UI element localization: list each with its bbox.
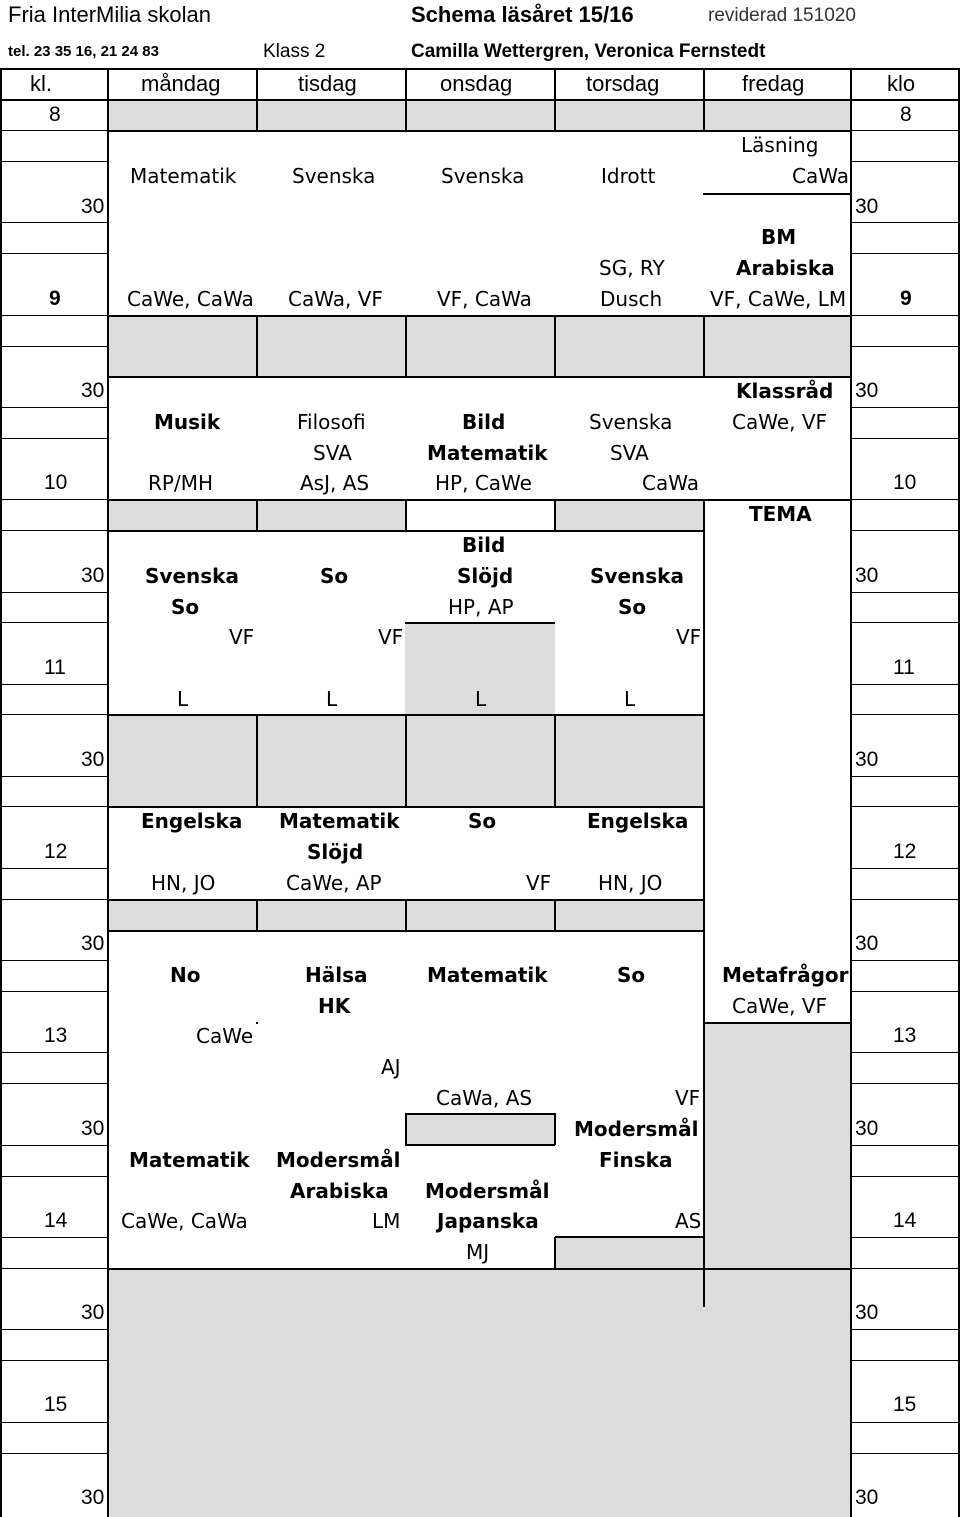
wed-l1-staff: VF, CaWa xyxy=(437,287,532,311)
time-1130: 30 xyxy=(81,748,105,771)
col-header-thursday: torsdag xyxy=(586,71,660,96)
time-1230-right: 30 xyxy=(855,932,879,955)
time-9: 9 xyxy=(49,287,61,310)
time-1330: 30 xyxy=(81,1117,105,1140)
break-fri-afternoon xyxy=(703,1023,850,1269)
time-10-right: 10 xyxy=(893,471,917,494)
tue-l5-subject: Hälsa xyxy=(305,963,368,987)
time-1430-right: 30 xyxy=(855,1301,879,1324)
time-10: 10 xyxy=(44,471,68,494)
thu-l4-staff: HN, JO xyxy=(598,871,663,895)
break-0930 xyxy=(108,317,850,377)
time-9-right: 9 xyxy=(900,287,912,310)
thu-l2-subject: Svenska xyxy=(589,410,673,434)
wed-l4-staff: VF xyxy=(526,871,552,895)
thu-l2-staff: CaWa xyxy=(642,471,699,495)
mon-l4-staff: HN, JO xyxy=(151,871,216,895)
thu-lunch: L xyxy=(624,687,636,711)
time-13: 13 xyxy=(44,1024,68,1047)
wed-lunch: L xyxy=(475,687,487,711)
break-wed-1315 xyxy=(405,1114,555,1145)
time-1130-right: 30 xyxy=(855,748,879,771)
revision-date: reviderad 151020 xyxy=(708,5,856,26)
wed-l6-staff: MJ xyxy=(466,1240,490,1264)
tue-l4-subject: Matematik xyxy=(279,809,400,833)
wed-l2-subject: Bild xyxy=(462,410,506,434)
mon-l6-subject: Matematik xyxy=(129,1148,250,1172)
fri-l3-staff: CaWe, VF xyxy=(732,410,828,434)
mon-l2-staff: RP/MH xyxy=(148,471,213,495)
time-11: 11 xyxy=(44,656,66,679)
fri-l3-subject: Klassråd xyxy=(736,379,834,403)
tue-l5-staff: AJ xyxy=(381,1055,401,1079)
tue-l1-staff: CaWa, VF xyxy=(288,287,383,311)
tue-l3-subject: So xyxy=(320,564,349,588)
time-8-right: 8 xyxy=(900,103,912,126)
col-header-monday: måndag xyxy=(141,71,221,96)
time-12-right: 12 xyxy=(893,840,917,863)
fri-l2-staff: VF, CaWe, LM xyxy=(710,287,847,311)
wed-l4-subject: So xyxy=(468,809,497,833)
tue-l2-staff: AsJ, AS xyxy=(300,471,370,495)
thu-l1-extra: Dusch xyxy=(600,287,663,311)
time-1030-right: 30 xyxy=(855,564,879,587)
time-930-right: 30 xyxy=(855,379,879,402)
wed-l5-staff: CaWa, AS xyxy=(436,1086,533,1110)
tue-l5-sub: HK xyxy=(318,994,351,1018)
wed-l6-sub: Japanska xyxy=(437,1209,539,1233)
thu-l6-subject: Modersmål xyxy=(574,1117,699,1141)
time-14: 14 xyxy=(44,1209,68,1232)
tue-l6-subject: Modersmål xyxy=(276,1148,401,1172)
time-830-right: 30 xyxy=(855,195,879,218)
fri-l2-subject: BM xyxy=(761,225,797,249)
fri-l1-staff: CaWa xyxy=(792,164,849,188)
col-header-time-left: kl. xyxy=(30,71,52,96)
wed-l2-sub: Matematik xyxy=(427,441,548,465)
mon-l1-subject: Matematik xyxy=(130,164,237,188)
mon-l4-subject: Engelska xyxy=(141,809,243,833)
thu-l6-staff: AS xyxy=(675,1209,702,1233)
wed-l2-staff: HP, CaWe xyxy=(435,471,532,495)
wed-l3-staff: HP, AP xyxy=(448,595,514,619)
tue-l2-subject: Filosofi xyxy=(297,410,366,434)
time-830: 30 xyxy=(81,195,105,218)
schedule-title: Schema läsåret 15/16 xyxy=(411,2,634,27)
mon-l2-subject: Musik xyxy=(154,410,221,434)
break-morning xyxy=(108,100,850,131)
tue-lunch: L xyxy=(326,687,338,711)
time-15-right: 15 xyxy=(893,1393,917,1416)
time-11-right: 11 xyxy=(893,656,915,679)
mon-lunch: L xyxy=(177,687,189,711)
time-930: 30 xyxy=(81,379,105,402)
time-1230: 30 xyxy=(81,932,105,955)
thu-l1-subject: Idrott xyxy=(601,164,656,188)
col-header-friday: fredag xyxy=(742,71,805,96)
fri-l2-sub: Arabiska xyxy=(736,256,835,280)
fri-l5-subject: Metafrågor xyxy=(722,963,849,987)
mon-l3-subject: Svenska xyxy=(145,564,239,588)
fri-l5-staff: CaWe, VF xyxy=(732,994,828,1018)
tue-l2-sub: SVA xyxy=(313,441,352,465)
thu-l1-staff: SG, RY xyxy=(599,256,665,280)
thu-l2-sub: SVA xyxy=(610,441,649,465)
mon-l5-staff: CaWe xyxy=(196,1024,254,1048)
thu-l4-subject: Engelska xyxy=(587,809,689,833)
school-name: Fria InterMilia skolan xyxy=(8,2,211,27)
wed-l3-sub: Slöjd xyxy=(457,564,514,588)
fri-l1-subject: Läsning xyxy=(741,133,819,157)
thu-l6-sub: Finska xyxy=(599,1148,673,1172)
tue-l3-staff: VF xyxy=(378,625,404,649)
mon-l3-sub: So xyxy=(171,595,200,619)
wed-l3-subject: Bild xyxy=(462,533,506,557)
break-1500 xyxy=(108,1453,850,1517)
thu-l3-sub: So xyxy=(618,595,647,619)
break-thu-late xyxy=(555,1237,703,1269)
tue-l6-staff: LM xyxy=(372,1209,401,1233)
mon-l6-staff: CaWe, CaWa xyxy=(121,1209,248,1233)
wed-l1-subject: Svenska xyxy=(441,164,525,188)
time-1330-right: 30 xyxy=(855,1117,879,1140)
tue-l6-sub: Arabiska xyxy=(290,1179,389,1203)
mon-l3-staff: VF xyxy=(229,625,255,649)
thu-l3-staff: VF xyxy=(676,625,702,649)
mon-l1-staff: CaWe, CaWa xyxy=(127,287,254,311)
col-header-time-right: klo xyxy=(887,71,916,96)
time-12: 12 xyxy=(44,840,68,863)
thu-l3-subject: Svenska xyxy=(590,564,684,588)
tue-l4-staff: CaWe, AP xyxy=(286,871,382,895)
time-1430: 30 xyxy=(81,1301,105,1324)
time-15: 15 xyxy=(44,1393,68,1416)
class-name: Klass 2 xyxy=(263,41,326,62)
tue-l4-sub: Slöjd xyxy=(307,840,364,864)
teacher-names: Camilla Wettergren, Veronica Fernstedt xyxy=(411,41,766,62)
wed-l6-subject: Modersmål xyxy=(425,1179,550,1203)
col-header-wednesday: onsdag xyxy=(440,71,513,96)
col-header-tuesday: tisdag xyxy=(298,71,357,96)
fri-l4-subject: TEMA xyxy=(749,502,812,526)
time-1030: 30 xyxy=(81,564,105,587)
time-8: 8 xyxy=(49,103,61,126)
thu-l5-subject: So xyxy=(617,963,646,987)
break-1015-thu xyxy=(555,500,703,531)
thu-l5-staff: VF xyxy=(675,1086,701,1110)
time-1530: 30 xyxy=(81,1486,105,1509)
wed-l5-subject: Matematik xyxy=(427,963,548,987)
time-1530-right: 30 xyxy=(855,1486,879,1509)
time-14-right: 14 xyxy=(893,1209,917,1232)
time-13-right: 13 xyxy=(893,1024,917,1047)
phone-number: tel. 23 35 16, 21 24 83 xyxy=(8,43,159,60)
tue-l1-subject: Svenska xyxy=(292,164,376,188)
mon-l5-subject: No xyxy=(170,963,201,987)
